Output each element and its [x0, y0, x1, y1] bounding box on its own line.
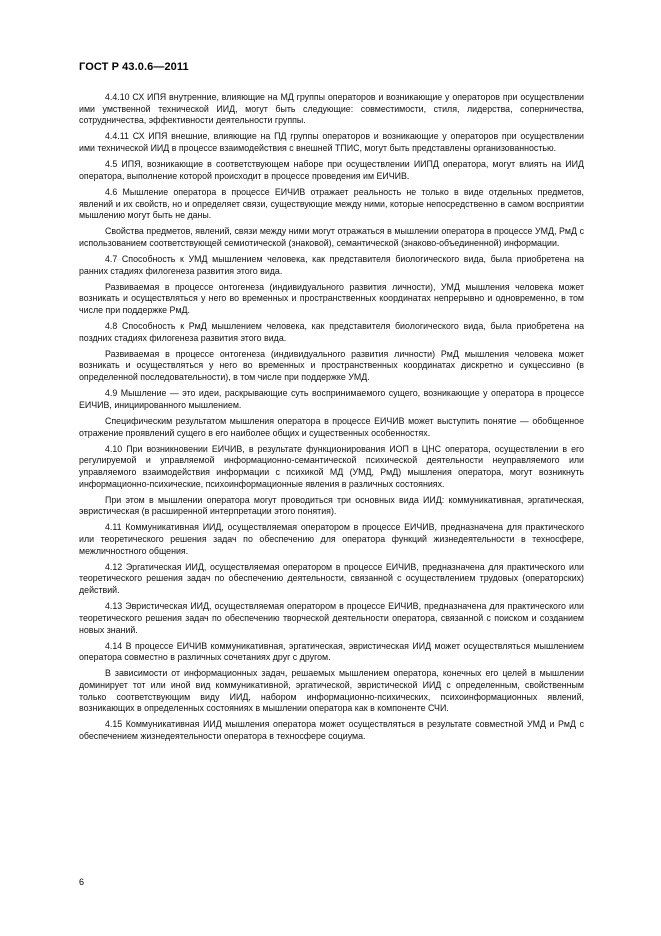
paragraph-4-7: 4.7 Способность к УМД мышлением человека, как представителя биологического вида, была приобретена на ранних стадиях филогенеза развития этого вида.: [79, 253, 584, 276]
paragraph-4-14: 4.14 В процессе ЕИЧИВ коммуникативная, эргатическая, эвристическая ИИД может осуществляться мышлением оператора совместно в различных сочетаниях друг с другом.: [79, 640, 584, 663]
paragraph-4-10: 4.10 При возникновении ЕИЧИВ, в результате функционирования ИОП в ЦНС оператора, осуществлении в его регулируемой и управляемой информационно-семантической психической деятельности неуправляемого или управляемого взаимодействия информации с психикой МД (УМД, РмД) мышления оператора, могут возникнуть информационно-психические, психоинформационные явления в различных состояниях.: [79, 443, 584, 489]
page-number: 6: [79, 877, 85, 887]
paragraph-4-11: 4.11 Коммуникативная ИИД, осуществляемая оператором в процессе ЕИЧИВ, предназначена для практического или теоретического решения задач по обеспечению для оператора функций жизнедеятельности в техносфере, межличностного общения.: [79, 522, 584, 556]
paragraph-4-15: 4.15 Коммуникативная ИИД мышления оператора может осуществляться в результате совместной УМД и РмД с обеспечением жизнедеятельности оператора в техносфере социума.: [79, 719, 584, 742]
paragraph-4-6-continued: Свойства предметов, явлений, связи между ними могут отражаться в мышлении оператора в процессе УМД, РмД с использованием соответствующей семиотической (знаковой), семантической (знаково-объединенной) информации.: [79, 226, 584, 248]
paragraph-4-5: 4.5 ИПЯ, возникающие в соответствующем наборе при осуществлении ИИПД оператора, могут влиять на ИИД оператора, выполнение которой происходит в процессе проведения им ЕИЧИВ.: [79, 159, 584, 181]
paragraph-4-8: 4.8 Способность к РмД мышлением человека, как представителя биологического вида, была приобретена на поздних стадиях филогенеза развития этого вида.: [79, 321, 584, 343]
document-code-header: ГОСТ Р 43.0.6—2011: [79, 61, 189, 73]
paragraph-4-4-11: 4.4.11 СХ ИПЯ внешние, влияющие на ПД группы операторов и возникающие у операторов при осуществлении ими технической ИИД в процессе взаимодействия с внешней ТПИС, могут быть представлены организованностью.: [79, 131, 584, 154]
paragraph-4-6: 4.6 Мышление оператора в процессе ЕИЧИВ отражает реальность не только в виде отдельных предметов, явлений и их свойств, но и определяет связи, существующие между ними, которые непосредственно в самом восприятии мышлению могут быть не даны.: [79, 186, 584, 221]
paragraph-4-9-continued: Специфическим результатом мышления оператора в процессе ЕИЧИВ может выступить понятие — обобщенное отражение проявлений сущего в его наиболее общих и существенных особенностях.: [79, 415, 584, 438]
paragraph-4-9: 4.9 Мышление — это идеи, раскрывающие суть воспринимаемого сущего, возникающие у оператора в процессе ЕИЧИВ, инициированного мышлением.: [79, 388, 584, 410]
paragraph-4-8-continued: Развиваемая в процессе онтогенеза (индивидуального развития личности) РмД мышления человека может возникать и осуществляться у него во временных и пространственных координатах дискретно и сукцессивно (в определенной последовательности), в том числе при поддержке УМД.: [79, 348, 584, 383]
paragraph-4-7-continued: Развиваемая в процессе онтогенеза (индивидуального развития личности), УМД мышления человека может возникать и осуществляться у него во временных и пространственных координатах непрерывно и одновременно, в том числе при поддержке РмД.: [79, 281, 584, 316]
paragraph-4-14-continued: В зависимости от информационных задач, решаемых мышлением оператора, конечных его целей в мышлении доминирует тот или иной вид коммуникативной, эргатической, эвристической ИИД с определенным, свойственным только соответствующим виду ИИД, набором информационно-психических, психоинформационных явлений, возникающих в определенных состояниях в мышлении оператора как в компоненте СЧИ.: [79, 668, 584, 714]
document-body: [79, 92, 584, 747]
paragraph-4-12: 4.12 Эргатическая ИИД, осуществляемая оператором в процессе ЕИЧИВ, предназначена для практического или теоретического решения задач по обеспечению деятельности, связанной с осуществлением трудовых (операторских) действий.: [79, 561, 584, 596]
paragraph-4-4-10: 4.4.10 СХ ИПЯ внутренние, влияющие на МД группы операторов и возникающие у операторов при осуществлении ими умственной технической ИИД, могут быть следующие: совместимости, стиля, лидерства, соперничества, сотрудничества, эффективности деятельности группы.: [79, 92, 584, 126]
paragraph-4-13: 4.13 Эвристическая ИИД, осуществляемая оператором в процессе ЕИЧИВ, предназначена для практического или теоретического решения задач по обеспечению творческой деятельности оператора, связанной с поиском и созданием новых знаний.: [79, 601, 584, 635]
paragraph-4-10-continued: При этом в мышлении оператора могут проводиться три основных вида ИИД: коммуникативная, эргатическая, эвристическая (в расширенной интерпретации этого понятия).: [79, 494, 584, 517]
